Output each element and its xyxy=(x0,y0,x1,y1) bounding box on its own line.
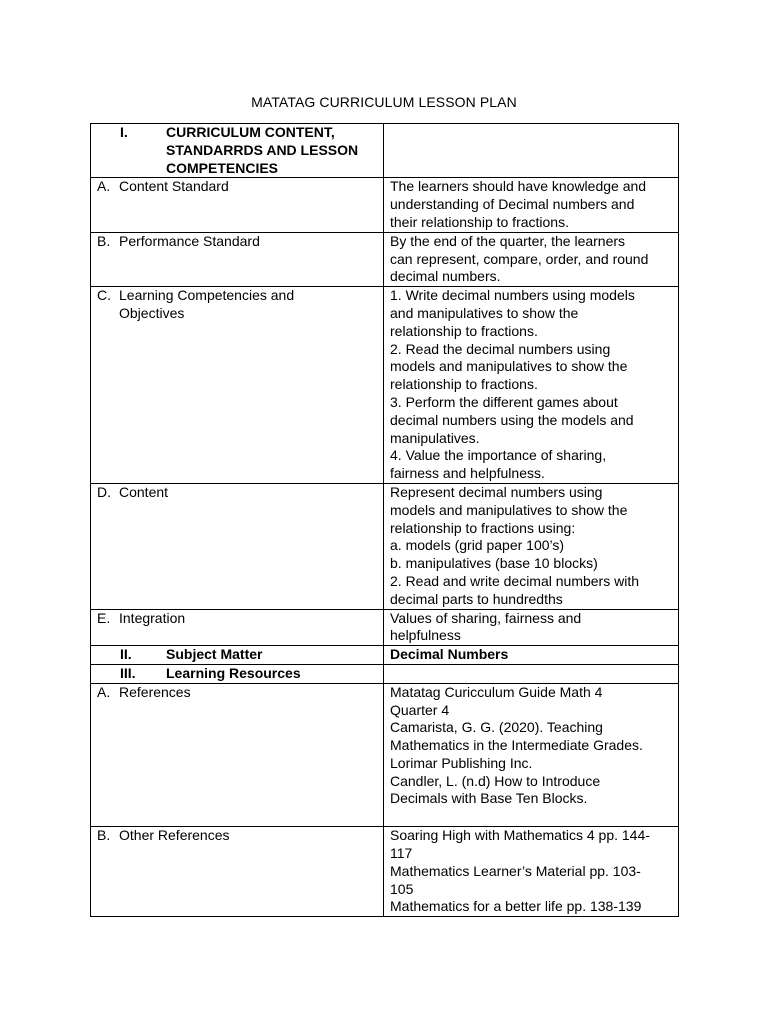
integration-line: helpfulness xyxy=(390,627,461,644)
reference-line: Camarista, G. G. (2020). Teaching xyxy=(390,719,603,736)
content-value-cell xyxy=(384,483,679,609)
section-2-value-cell xyxy=(384,646,679,665)
learning-competencies-label: Objectives xyxy=(119,304,185,321)
reference-line: Quarter 4 xyxy=(390,701,450,718)
content-standard-line: understanding of Decimal numbers and xyxy=(390,196,635,213)
performance-standard-line: can represent, compare, order, and round xyxy=(390,250,649,267)
row-letter: B. xyxy=(97,827,111,844)
competency-line: 1. Write decimal numbers using models xyxy=(390,287,635,304)
subject-matter-value: Decimal Numbers xyxy=(390,646,509,663)
content-row xyxy=(91,483,679,609)
content-standard-label: Content Standard xyxy=(119,178,229,195)
reference-line: Lorimar Publishing Inc. xyxy=(390,754,533,771)
other-references-label-cell xyxy=(91,827,384,917)
row-letter: A. xyxy=(97,178,111,195)
content-line: relationship to fractions using: xyxy=(390,519,576,536)
competency-line: 2. Read the decimal numbers using xyxy=(390,340,611,357)
competency-line: and manipulatives to show the xyxy=(390,304,579,321)
other-reference-line: Soaring High with Mathematics 4 pp. 144- xyxy=(390,827,650,844)
other-reference-line: Mathematics for a better life pp. 138-139 xyxy=(390,898,642,915)
content-line: Represent decimal numbers using xyxy=(390,483,603,500)
other-references-label: Other References xyxy=(119,827,230,844)
section-1-heading-line: STANDARRDS AND LESSON xyxy=(166,141,359,158)
section-2-numeral: II. xyxy=(120,646,132,663)
content-line: decimal parts to hundredths xyxy=(390,590,563,607)
competency-line: relationship to fractions. xyxy=(390,322,538,339)
section-3-row xyxy=(91,664,679,683)
row-letter: B. xyxy=(97,232,111,249)
reference-line: Decimals with Base Ten Blocks. xyxy=(390,790,588,807)
section-1-row xyxy=(91,124,679,178)
content-line: 2. Read and write decimal numbers with xyxy=(390,572,640,589)
content-label: Content xyxy=(119,483,169,500)
section-1-heading-cell xyxy=(91,124,384,178)
other-references-value-cell xyxy=(384,827,679,917)
references-label: References xyxy=(119,683,191,700)
row-letter: C. xyxy=(97,287,111,304)
section-3-value-cell xyxy=(384,664,679,683)
section-1-heading-line: COMPETENCIES xyxy=(166,159,279,176)
competency-line: 3. Perform the different games about xyxy=(390,393,618,410)
references-row xyxy=(91,683,679,827)
learning-competencies-label: Learning Competencies and xyxy=(119,287,295,304)
content-line: models and manipulatives to show the xyxy=(390,501,628,518)
references-value-cell xyxy=(384,683,679,827)
learning-competencies-label-cell xyxy=(91,287,384,484)
content-standard-row xyxy=(91,178,679,232)
content-standard-value-cell xyxy=(384,178,679,232)
content-label-cell xyxy=(91,483,384,609)
section-1-numeral: I. xyxy=(120,124,128,140)
section-3-heading-cell xyxy=(91,664,384,683)
competency-line: 4. Value the importance of sharing, xyxy=(390,447,607,464)
competency-line: decimal numbers using the models and xyxy=(390,411,634,428)
performance-standard-row xyxy=(91,232,679,286)
integration-line: Values of sharing, fairness and xyxy=(390,609,582,626)
content-line: a. models (grid paper 100’s) xyxy=(390,537,565,554)
row-letter: E. xyxy=(97,609,111,626)
section-1-value-cell xyxy=(384,124,679,178)
integration-row xyxy=(91,609,679,646)
content-standard-line: The learners should have knowledge and xyxy=(390,178,647,195)
integration-label: Integration xyxy=(119,609,186,626)
section-2-row xyxy=(91,646,679,665)
competency-line: manipulatives. xyxy=(390,429,480,446)
section-2-heading-cell xyxy=(91,646,384,665)
performance-standard-line: decimal numbers. xyxy=(390,268,501,285)
content-standard-line: their relationship to fractions. xyxy=(390,213,569,230)
learning-competencies-value-cell xyxy=(384,287,679,484)
lesson-plan-table xyxy=(90,123,679,917)
content-line: b. manipulatives (base 10 blocks) xyxy=(390,555,598,572)
other-reference-line: Mathematics Learner’s Material pp. 103- xyxy=(390,862,641,879)
integration-label-cell xyxy=(91,609,384,646)
performance-standard-line: By the end of the quarter, the learners xyxy=(390,232,626,249)
section-3-numeral: III. xyxy=(120,664,136,681)
section-3-heading: Learning Resources xyxy=(166,664,301,681)
content-standard-label-cell xyxy=(91,178,384,232)
reference-line: Mathematics in the Intermediate Grades. xyxy=(390,737,643,754)
reference-line: Candler, L. (n.d) How to Introduce xyxy=(390,772,601,789)
row-letter: A. xyxy=(97,683,111,700)
page-title: MATATAG CURRICULUM LESSON PLAN xyxy=(251,94,517,110)
competency-line: models and manipulatives to show the xyxy=(390,358,628,375)
performance-standard-label-cell xyxy=(91,232,384,286)
other-reference-line: 105 xyxy=(390,880,414,897)
integration-value-cell xyxy=(384,609,679,646)
performance-standard-label: Performance Standard xyxy=(119,232,260,249)
learning-competencies-row xyxy=(91,287,679,484)
row-letter: D. xyxy=(97,483,111,500)
section-1-heading-line: CURRICULUM CONTENT, xyxy=(166,124,335,140)
competency-line: relationship to fractions. xyxy=(390,376,538,393)
reference-line: Matatag Curicculum Guide Math 4 xyxy=(390,683,603,700)
other-reference-line: 117 xyxy=(390,845,413,862)
competency-line: fairness and helpfulness. xyxy=(390,465,545,482)
section-2-heading: Subject Matter xyxy=(166,646,263,663)
references-label-cell xyxy=(91,683,384,827)
performance-standard-value-cell xyxy=(384,232,679,286)
other-references-row xyxy=(91,827,679,917)
